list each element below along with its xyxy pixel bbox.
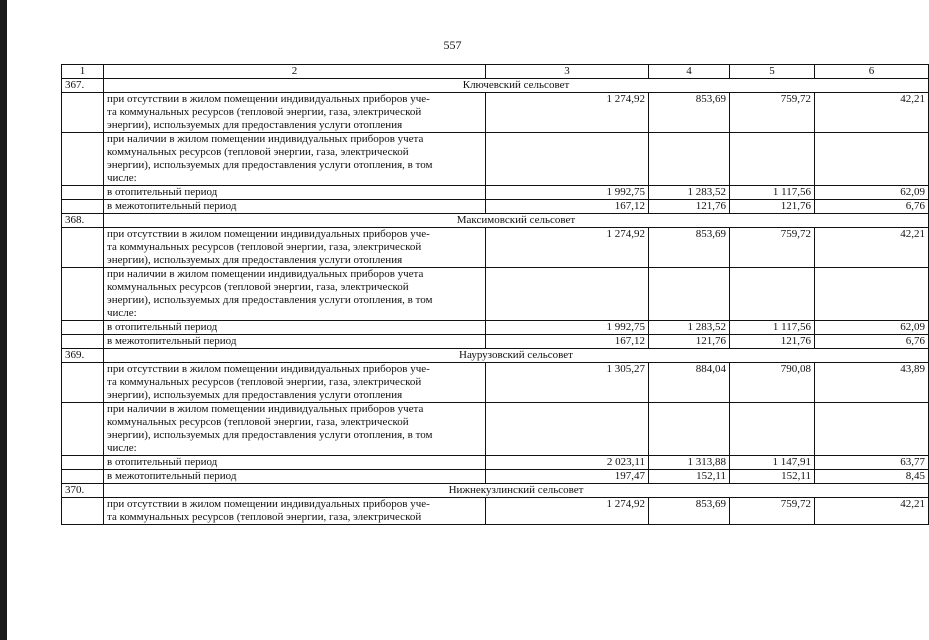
row-description: в межотопительный период (104, 335, 486, 349)
table-row (62, 133, 929, 186)
value-cell-c6: 42,21 (815, 93, 929, 133)
empty-number-cell (62, 335, 104, 349)
table-row (62, 335, 929, 349)
empty-number-cell (62, 363, 104, 403)
value-cell-c4 (649, 268, 730, 321)
value-cell-c3 (486, 133, 649, 186)
value-cell-c3: 1 305,27 (486, 363, 649, 403)
section-header-row (62, 79, 929, 93)
row-description: при наличии в жилом помещении индивидуальных приборов учета коммунальных ресурсов (тепловой энергии, газа, электрической энергии), используемых для предоставления услуги отопления, в том числе: (104, 133, 486, 186)
row-description: в межотопительный период (104, 200, 486, 214)
value-cell-c3: 1 992,75 (486, 321, 649, 335)
value-cell-c3: 167,12 (486, 200, 649, 214)
value-cell-c6 (815, 133, 929, 186)
table-row (62, 228, 929, 268)
section-title: Наурузовский сельсовет (104, 349, 929, 363)
value-cell-c6: 8,45 (815, 470, 929, 484)
section-number: 370. (62, 484, 104, 498)
empty-number-cell (62, 268, 104, 321)
value-cell-c4: 853,69 (649, 228, 730, 268)
value-cell-c6: 42,21 (815, 498, 929, 525)
value-cell-c4: 1 283,52 (649, 186, 730, 200)
empty-number-cell (62, 456, 104, 470)
value-cell-c6: 43,89 (815, 363, 929, 403)
value-cell-c4: 121,76 (649, 335, 730, 349)
column-number: 1 (62, 65, 104, 79)
value-cell-c5: 759,72 (730, 93, 815, 133)
tariff-table (61, 64, 929, 525)
table-row (62, 456, 929, 470)
value-cell-c4 (649, 403, 730, 456)
column-number: 6 (815, 65, 929, 79)
empty-number-cell (62, 93, 104, 133)
value-cell-c5 (730, 403, 815, 456)
empty-number-cell (62, 200, 104, 214)
value-cell-c4: 1 283,52 (649, 321, 730, 335)
column-number: 5 (730, 65, 815, 79)
column-number-row (62, 65, 929, 79)
page-edge-bar (0, 0, 7, 640)
value-cell-c3: 197,47 (486, 470, 649, 484)
value-cell-c6: 6,76 (815, 200, 929, 214)
value-cell-c5: 759,72 (730, 228, 815, 268)
row-description: при отсутствии в жилом помещении индивидуальных приборов уче- та коммунальных ресурсов (тепловой энергии, газа, электрической энергии), используемых для предоставления услуги отопления (104, 228, 486, 268)
value-cell-c3 (486, 268, 649, 321)
value-cell-c6: 63,77 (815, 456, 929, 470)
section-number: 369. (62, 349, 104, 363)
row-description: при наличии в жилом помещении индивидуальных приборов учета коммунальных ресурсов (тепловой энергии, газа, электрической энергии), используемых для предоставления услуги отопления, в том числе: (104, 403, 486, 456)
table-row (62, 268, 929, 321)
value-cell-c5: 121,76 (730, 200, 815, 214)
section-number: 368. (62, 214, 104, 228)
section-title: Ключевский сельсовет (104, 79, 929, 93)
value-cell-c3 (486, 403, 649, 456)
table-row (62, 403, 929, 456)
empty-number-cell (62, 321, 104, 335)
section-number: 367. (62, 79, 104, 93)
value-cell-c5: 152,11 (730, 470, 815, 484)
section-title: Нижнекузлинский сельсовет (104, 484, 929, 498)
section-header-row (62, 484, 929, 498)
section-header-row (62, 214, 929, 228)
table-row (62, 321, 929, 335)
value-cell-c3: 1 274,92 (486, 228, 649, 268)
value-cell-c6 (815, 268, 929, 321)
value-cell-c4: 121,76 (649, 200, 730, 214)
value-cell-c6: 42,21 (815, 228, 929, 268)
value-cell-c5: 790,08 (730, 363, 815, 403)
row-description: в межотопительный период (104, 470, 486, 484)
value-cell-c3: 1 992,75 (486, 186, 649, 200)
row-description: в отопительный период (104, 186, 486, 200)
row-description: при отсутствии в жилом помещении индивидуальных приборов уче- та коммунальных ресурсов (тепловой энергии, газа, электрической энергии), используемых для предоставления услуги отопления (104, 363, 486, 403)
value-cell-c6: 62,09 (815, 186, 929, 200)
value-cell-c6 (815, 403, 929, 456)
table-row (62, 200, 929, 214)
empty-number-cell (62, 186, 104, 200)
column-number: 3 (486, 65, 649, 79)
table-row (62, 470, 929, 484)
row-description: в отопительный период (104, 321, 486, 335)
value-cell-c4: 853,69 (649, 93, 730, 133)
value-cell-c6: 6,76 (815, 335, 929, 349)
empty-number-cell (62, 470, 104, 484)
page-number: 557 (443, 38, 462, 52)
row-description: при отсутствии в жилом помещении индивидуальных приборов уче- та коммунальных ресурсов (тепловой энергии, газа, электрической (104, 498, 486, 525)
value-cell-c5 (730, 133, 815, 186)
value-cell-c4: 853,69 (649, 498, 730, 525)
value-cell-c3: 167,12 (486, 335, 649, 349)
table-row (62, 186, 929, 200)
value-cell-c4: 884,04 (649, 363, 730, 403)
value-cell-c3: 1 274,92 (486, 498, 649, 525)
value-cell-c5 (730, 268, 815, 321)
value-cell-c5: 759,72 (730, 498, 815, 525)
table-row (62, 93, 929, 133)
value-cell-c4: 1 313,88 (649, 456, 730, 470)
value-cell-c5: 1 147,91 (730, 456, 815, 470)
column-number: 4 (649, 65, 730, 79)
value-cell-c4: 152,11 (649, 470, 730, 484)
tariff-table-body (62, 65, 929, 525)
empty-number-cell (62, 403, 104, 456)
empty-number-cell (62, 133, 104, 186)
value-cell-c3: 1 274,92 (486, 93, 649, 133)
empty-number-cell (62, 228, 104, 268)
value-cell-c5: 121,76 (730, 335, 815, 349)
value-cell-c3: 2 023,11 (486, 456, 649, 470)
value-cell-c5: 1 117,56 (730, 186, 815, 200)
value-cell-c5: 1 117,56 (730, 321, 815, 335)
value-cell-c6: 62,09 (815, 321, 929, 335)
empty-number-cell (62, 498, 104, 525)
row-description: при наличии в жилом помещении индивидуальных приборов учета коммунальных ресурсов (тепловой энергии, газа, электрической энергии), используемых для предоставления услуги отопления, в том числе: (104, 268, 486, 321)
column-number: 2 (104, 65, 486, 79)
row-description: при отсутствии в жилом помещении индивидуальных приборов уче- та коммунальных ресурсов (тепловой энергии, газа, электрической энергии), используемых для предоставления услуги отопления (104, 93, 486, 133)
section-title: Максимовский сельсовет (104, 214, 929, 228)
table-row (62, 498, 929, 525)
value-cell-c4 (649, 133, 730, 186)
table-row (62, 363, 929, 403)
row-description: в отопительный период (104, 456, 486, 470)
section-header-row (62, 349, 929, 363)
